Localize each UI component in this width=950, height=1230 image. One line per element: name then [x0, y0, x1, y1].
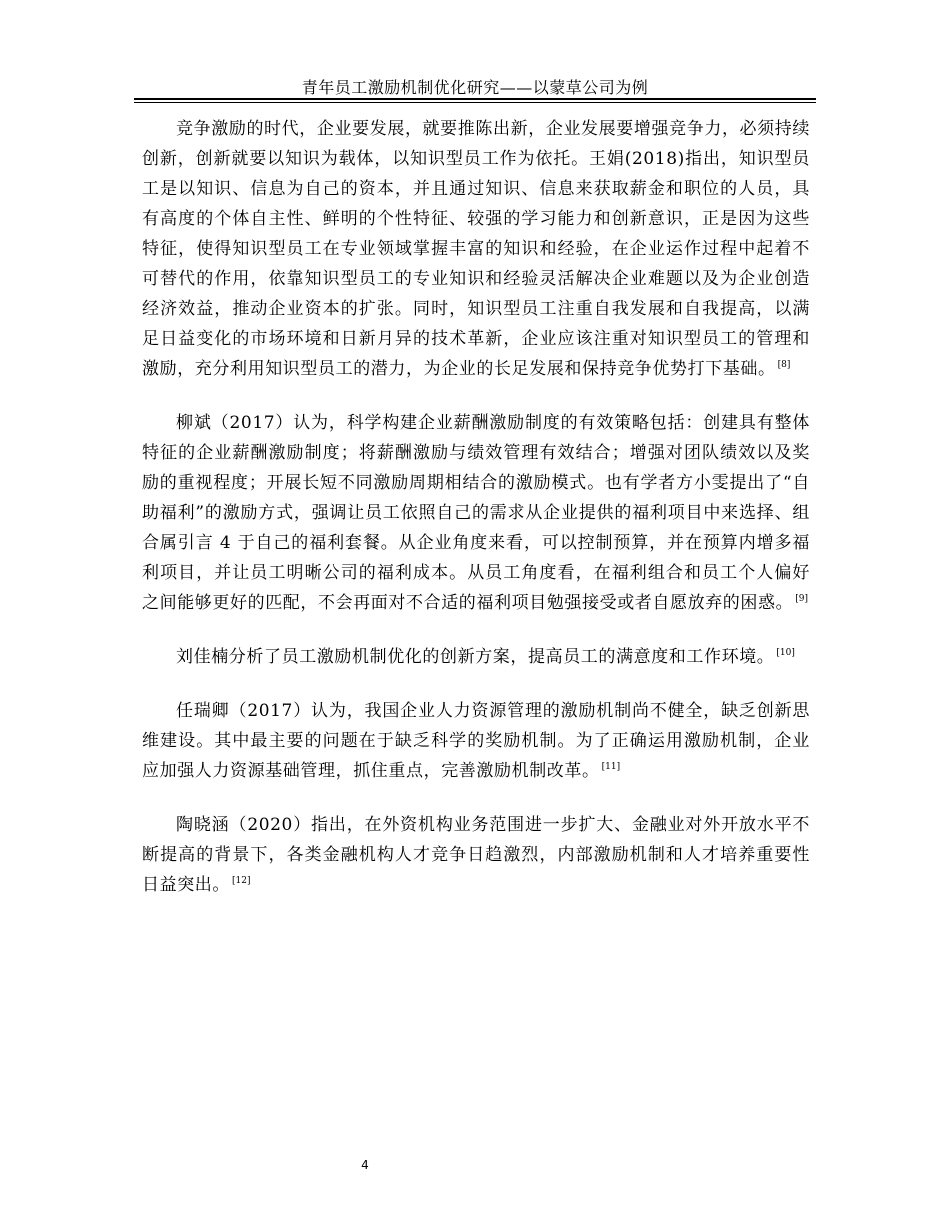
paragraph-3	[142, 642, 810, 672]
citation-ref: [11]	[601, 762, 621, 773]
page-number: 4	[361, 1158, 369, 1172]
paragraph-2	[142, 408, 810, 618]
paragraph-text: 刘佳楠分析了员工激励机制优化的创新方案，提高员工的满意度和工作环境。	[176, 647, 775, 667]
header-rule-thick	[134, 98, 816, 100]
paragraph-text: 任瑞卿（2017）认为，我国企业人力资源管理的激励机制尚不健全，缺乏创新思维建设。其中最主要的问题在于缺乏科学的奖励机制。为了正确运用激励机制，企业应加强人力资源基础管理，抓住重点，完善激励机制改革。	[142, 701, 810, 781]
citation-ref: [9]	[795, 594, 808, 605]
body-text	[142, 114, 810, 924]
header-rule-thin	[134, 102, 816, 103]
citation-ref: [12]	[232, 876, 251, 887]
paragraph-text: 陶晓涵（2020）指出，在外资机构业务范围进一步扩大、金融业对外开放水平不断提高的背景下，各类金融机构人才竞争日趋激烈，内部激励机制和人才培养重要性日益突出。	[142, 815, 810, 895]
paragraph-text: 柳斌（2017）认为，科学构建企业薪酬激励制度的有效策略包括：创建具有整体特征的企业薪酬激励制度；将薪酬激励与绩效管理有效结合；增强对团队绩效以及奖励的重视程度；开展长短不同激励周期相结合的激励模式。也有学者方小雯提出了“自助福利”的激励方式，强调让员工依照自己的需求从企业提供的福利项目中来选择、组合属引言 4 于自己的福利套餐。从企业角度来看，可以控制预算，并在预算内增多福利项目，并让员工明晰公司的福利成本。从员工角度看，在福利组合和员工个人偏好之间能够更好的匹配，不会再面对不合适的福利项目勉强接受或者自愿放弃的困惑。	[142, 413, 810, 613]
running-header: 青年员工激励机制优化研究——以蒙草公司为例	[301, 78, 649, 97]
paragraph-text: 竞争激励的时代，企业要发展，就要推陈出新，企业发展要增强竞争力，必须持续创新，创新就要以知识为载体，以知识型员工作为依托。王娟(2018)指出，知识型员工是以知识、信息为自己的资本，并且通过知识、信息来获取薪金和职位的人员，具有高度的个体自主性、鲜明的个性特征、较强的学习能力和创新意识，正是因为这些特征，使得知识型员工在专业领域掌握丰富的知识和经验，在企业运作过程中起着不可替代的作用，依靠知识型员工的专业知识和经验灵活解决企业难题以及为企业创造经济效益，推动企业资本的扩张。同时，知识型员工注重自我发展和自我提高，以满足日益变化的市场环境和日新月异的技术革新，企业应该注重对知识型员工的管理和激励，充分利用知识型员工的潜力，为企业的长足发展和保持竞争优势打下基础。	[142, 119, 810, 379]
paragraph-5	[142, 810, 810, 900]
citation-ref: [8]	[777, 360, 791, 371]
citation-ref: [10]	[776, 648, 795, 659]
paragraph-1	[142, 114, 810, 384]
paragraph-4	[142, 696, 810, 786]
